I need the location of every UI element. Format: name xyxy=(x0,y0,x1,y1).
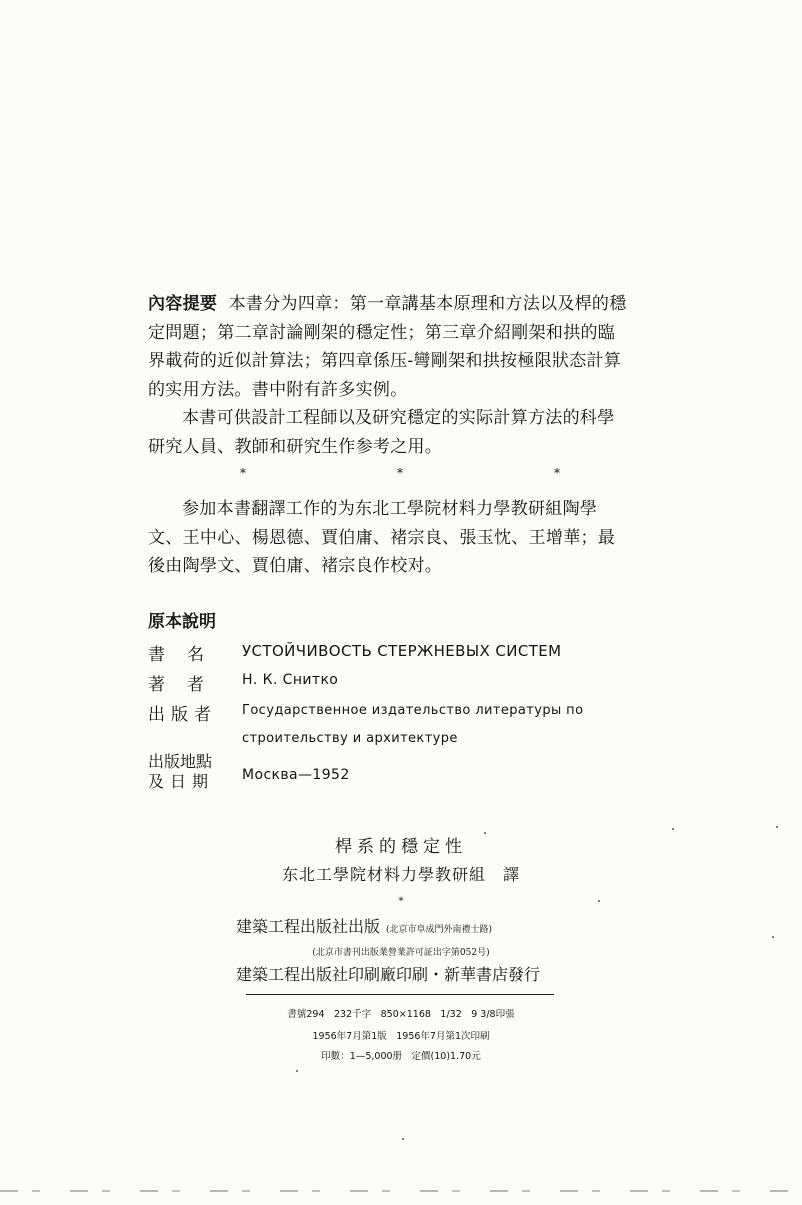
scan-edge-noise xyxy=(0,1190,802,1192)
scan-speck xyxy=(672,828,674,830)
publisher-line xyxy=(236,914,492,937)
publisher-value-line-1: Государственное издательство литературы по xyxy=(242,703,584,718)
divider-star: * xyxy=(397,466,403,480)
book-name-value: УСТОЙЧИВОСТЬ СТЕРЖНЕВЫХ СИСТЕМ xyxy=(242,642,562,660)
book-title: 桿系的穩定性 xyxy=(335,837,467,857)
scan-speck xyxy=(772,936,774,938)
colophon-star: * xyxy=(398,896,404,907)
summary-label: 內容提要 xyxy=(148,294,218,314)
place-date-label-line-2: 及日期 xyxy=(148,772,215,791)
summary-paragraph-1 xyxy=(148,290,630,404)
book-spec-line-2: 1956年7月第1版 1956年7月第1次印刷 xyxy=(312,1031,490,1042)
translator-note xyxy=(148,495,630,581)
publisher-address: (北京市阜成門外南禮士路) xyxy=(386,925,493,935)
place-date-value: Москва—1952 xyxy=(242,767,350,783)
publishing-license: (北京市書刊出版業營業許可証出字第052号) xyxy=(312,948,490,958)
divider-star: * xyxy=(240,466,246,480)
original-info-title: 原本說明 xyxy=(148,612,216,632)
scan-speck xyxy=(484,832,486,834)
book-spec-line-1: 書號294 232千字 850×1168 1/32 9 3/8印張 xyxy=(287,1009,515,1020)
publisher-label: 出版者 xyxy=(148,705,217,725)
place-date-label-line-1: 出版地點 xyxy=(148,752,213,771)
author-label: 著者 xyxy=(148,675,226,695)
summary-paragraph-2: 本書可供設計工程師以及研究穩定的实际計算方法的科學研究人員、教師和研究生作参考之用。 xyxy=(148,408,615,457)
book-name-label: 書名 xyxy=(148,645,226,665)
colophon-rule xyxy=(246,994,554,995)
summary-paragraph-3: 参加本書翻譯工作的为东北工學院材料力學教研組陶學文、王中心、楊恩德、賈伯庸、褚宗良、張玉忱、王增華；最後由陶學文、賈伯庸、褚宗良作校对。 xyxy=(148,499,616,576)
publisher-name: 建築工程出版社出版 xyxy=(236,917,381,936)
divider-star: * xyxy=(554,466,560,480)
scan-speck xyxy=(776,826,778,828)
scan-speck xyxy=(296,1070,298,1072)
translator-credit: 东北工學院材料力學教研組 譯 xyxy=(281,865,520,884)
content-summary xyxy=(148,290,630,461)
scan-speck xyxy=(598,900,600,902)
place-date-label xyxy=(148,752,214,792)
scan-speck xyxy=(402,1138,404,1140)
printer-distributor: 建築工程出版社印刷廠印刷・新華書店發行 xyxy=(236,965,541,984)
summary-text-1: 本書分为四章：第一章講基本原理和方法以及桿的穩定問題；第二章討論剛架的穩定性；第三章介紹剛架和拱的臨界載荷的近似計算法；第四章係压-彎剛架和拱按極限狀态計算的实用方法。書中附有許多实例。 xyxy=(148,294,627,400)
publisher-value-line-2: строительству и архитектуре xyxy=(242,731,458,746)
section-divider-stars xyxy=(240,466,560,480)
book-spec-line-3: 印數：1—5,000册 定價(10)1.70元 xyxy=(321,1051,481,1062)
author-value: Н. К. Снитко xyxy=(242,672,339,688)
